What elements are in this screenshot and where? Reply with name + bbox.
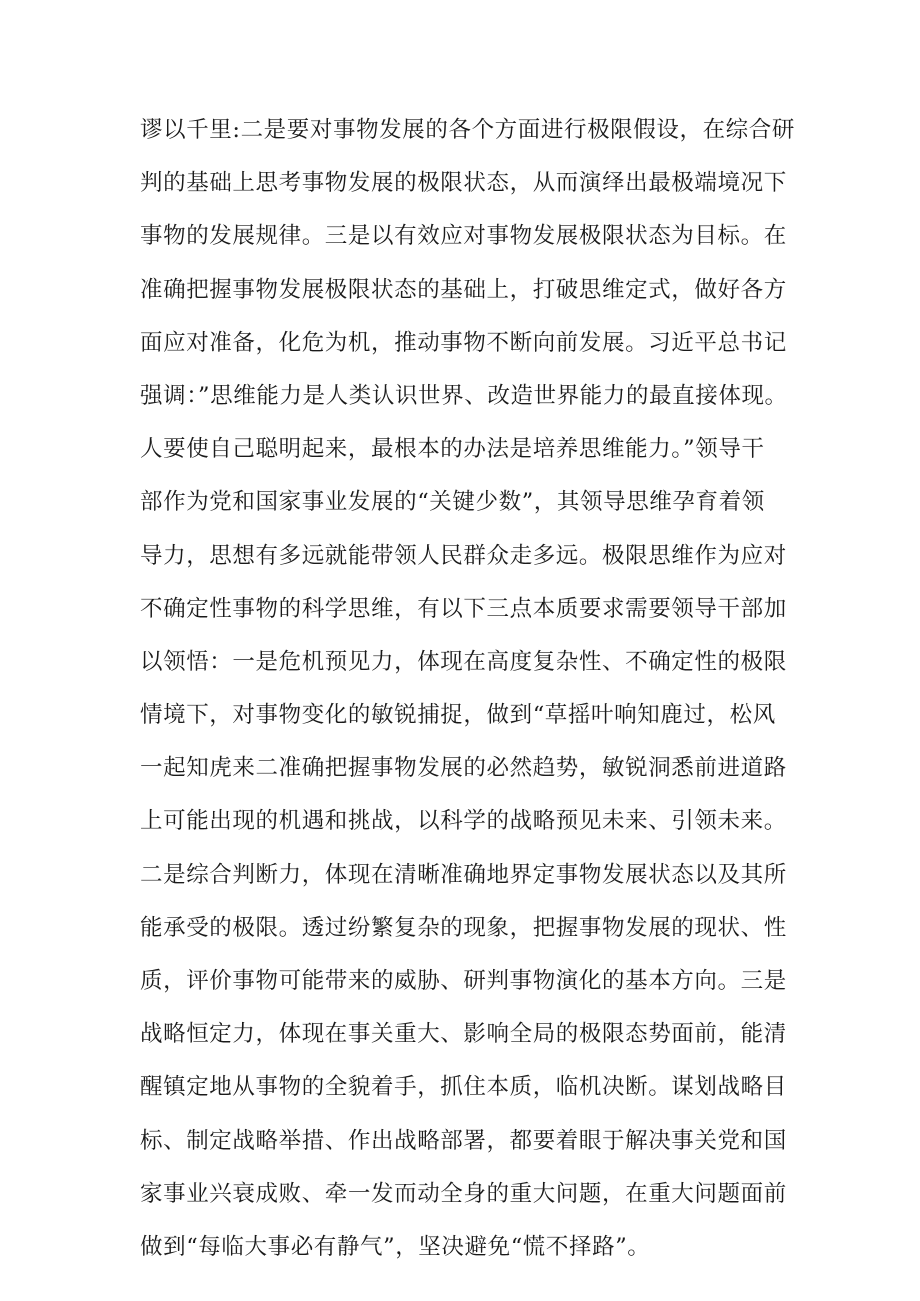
text-line: 事物的发展规律。三是以有效应对事物发展极限状态为目标。在 [140, 223, 787, 250]
text-line: 标、制定战略举措、作出战略部署，都要着眼于解决事关党和国 [140, 1127, 787, 1154]
text-line: 谬以千里:二是要对事物发展的各个方面进行极限假设，在综合研 [140, 117, 795, 143]
text-line: 强调：”思维能力是人类认识世界、改造世界能力的最直接体现。 [140, 382, 788, 409]
text-line: 一起知虎来二准确把握事物发展的必然趋势，敏锐洞悉前进道路 [140, 755, 787, 782]
text-line: 上可能出现的机遇和挑战，以科学的战略预见未来、引领未来。 [140, 808, 787, 835]
text-line: 人要使自己聪明起来，最根本的办法是培养思维能力。”领导干 [140, 436, 765, 463]
text-line: 质，评价事物可能带来的威胁、研判事物演化的基本方向。三是 [140, 968, 787, 994]
body-paragraph [140, 104, 800, 1274]
text-line: 面应对准备，化危为机，推动事物不断向前发展。习近平总书记 [140, 329, 787, 356]
text-line: 准确把握事物发展极限状态的基础上，打破思维定式，做好各方 [140, 276, 787, 303]
text-line: 判的基础上思考事物发展的极限状态，从而演绎出最极端境况下 [140, 170, 787, 197]
text-line: 家事业兴衰成败、牵一发而动全身的重大问题，在重大问题面前 [140, 1180, 787, 1207]
text-line: 醒镇定地从事物的全貌着手，抓住本质，临机决断。谋划战略目 [140, 1074, 787, 1101]
text-line: 能承受的极限。透过纷繁复杂的现象，把握事物发展的现状、性 [140, 914, 787, 941]
text-line: 做到“每临大事必有静气”，坚决避免“慌不择路”。 [140, 1233, 651, 1260]
text-line: 导力，思想有多远就能带领人民群众走多远。极限思维作为应对 [140, 542, 787, 569]
text-line: 不确定性事物的科学思维，有以下三点本质要求需要领导干部加 [140, 595, 787, 622]
text-line: 部作为党和国家事业发展的“关键少数”，其领导思维孕育着领 [140, 489, 765, 516]
text-line: 二是综合判断力，体现在清晰准确地界定事物发展状态以及其所 [140, 861, 787, 888]
text-line: 情境下，对事物变化的敏锐捕捉，做到“草摇叶响知鹿过，松风 [140, 702, 776, 729]
text-line: 以领悟：一是危机预见力，体现在高度复杂性、不确定性的极限 [140, 648, 787, 675]
text-line: 战略恒定力，体现在事关重大、影响全局的极限态势面前，能清 [140, 1021, 787, 1048]
